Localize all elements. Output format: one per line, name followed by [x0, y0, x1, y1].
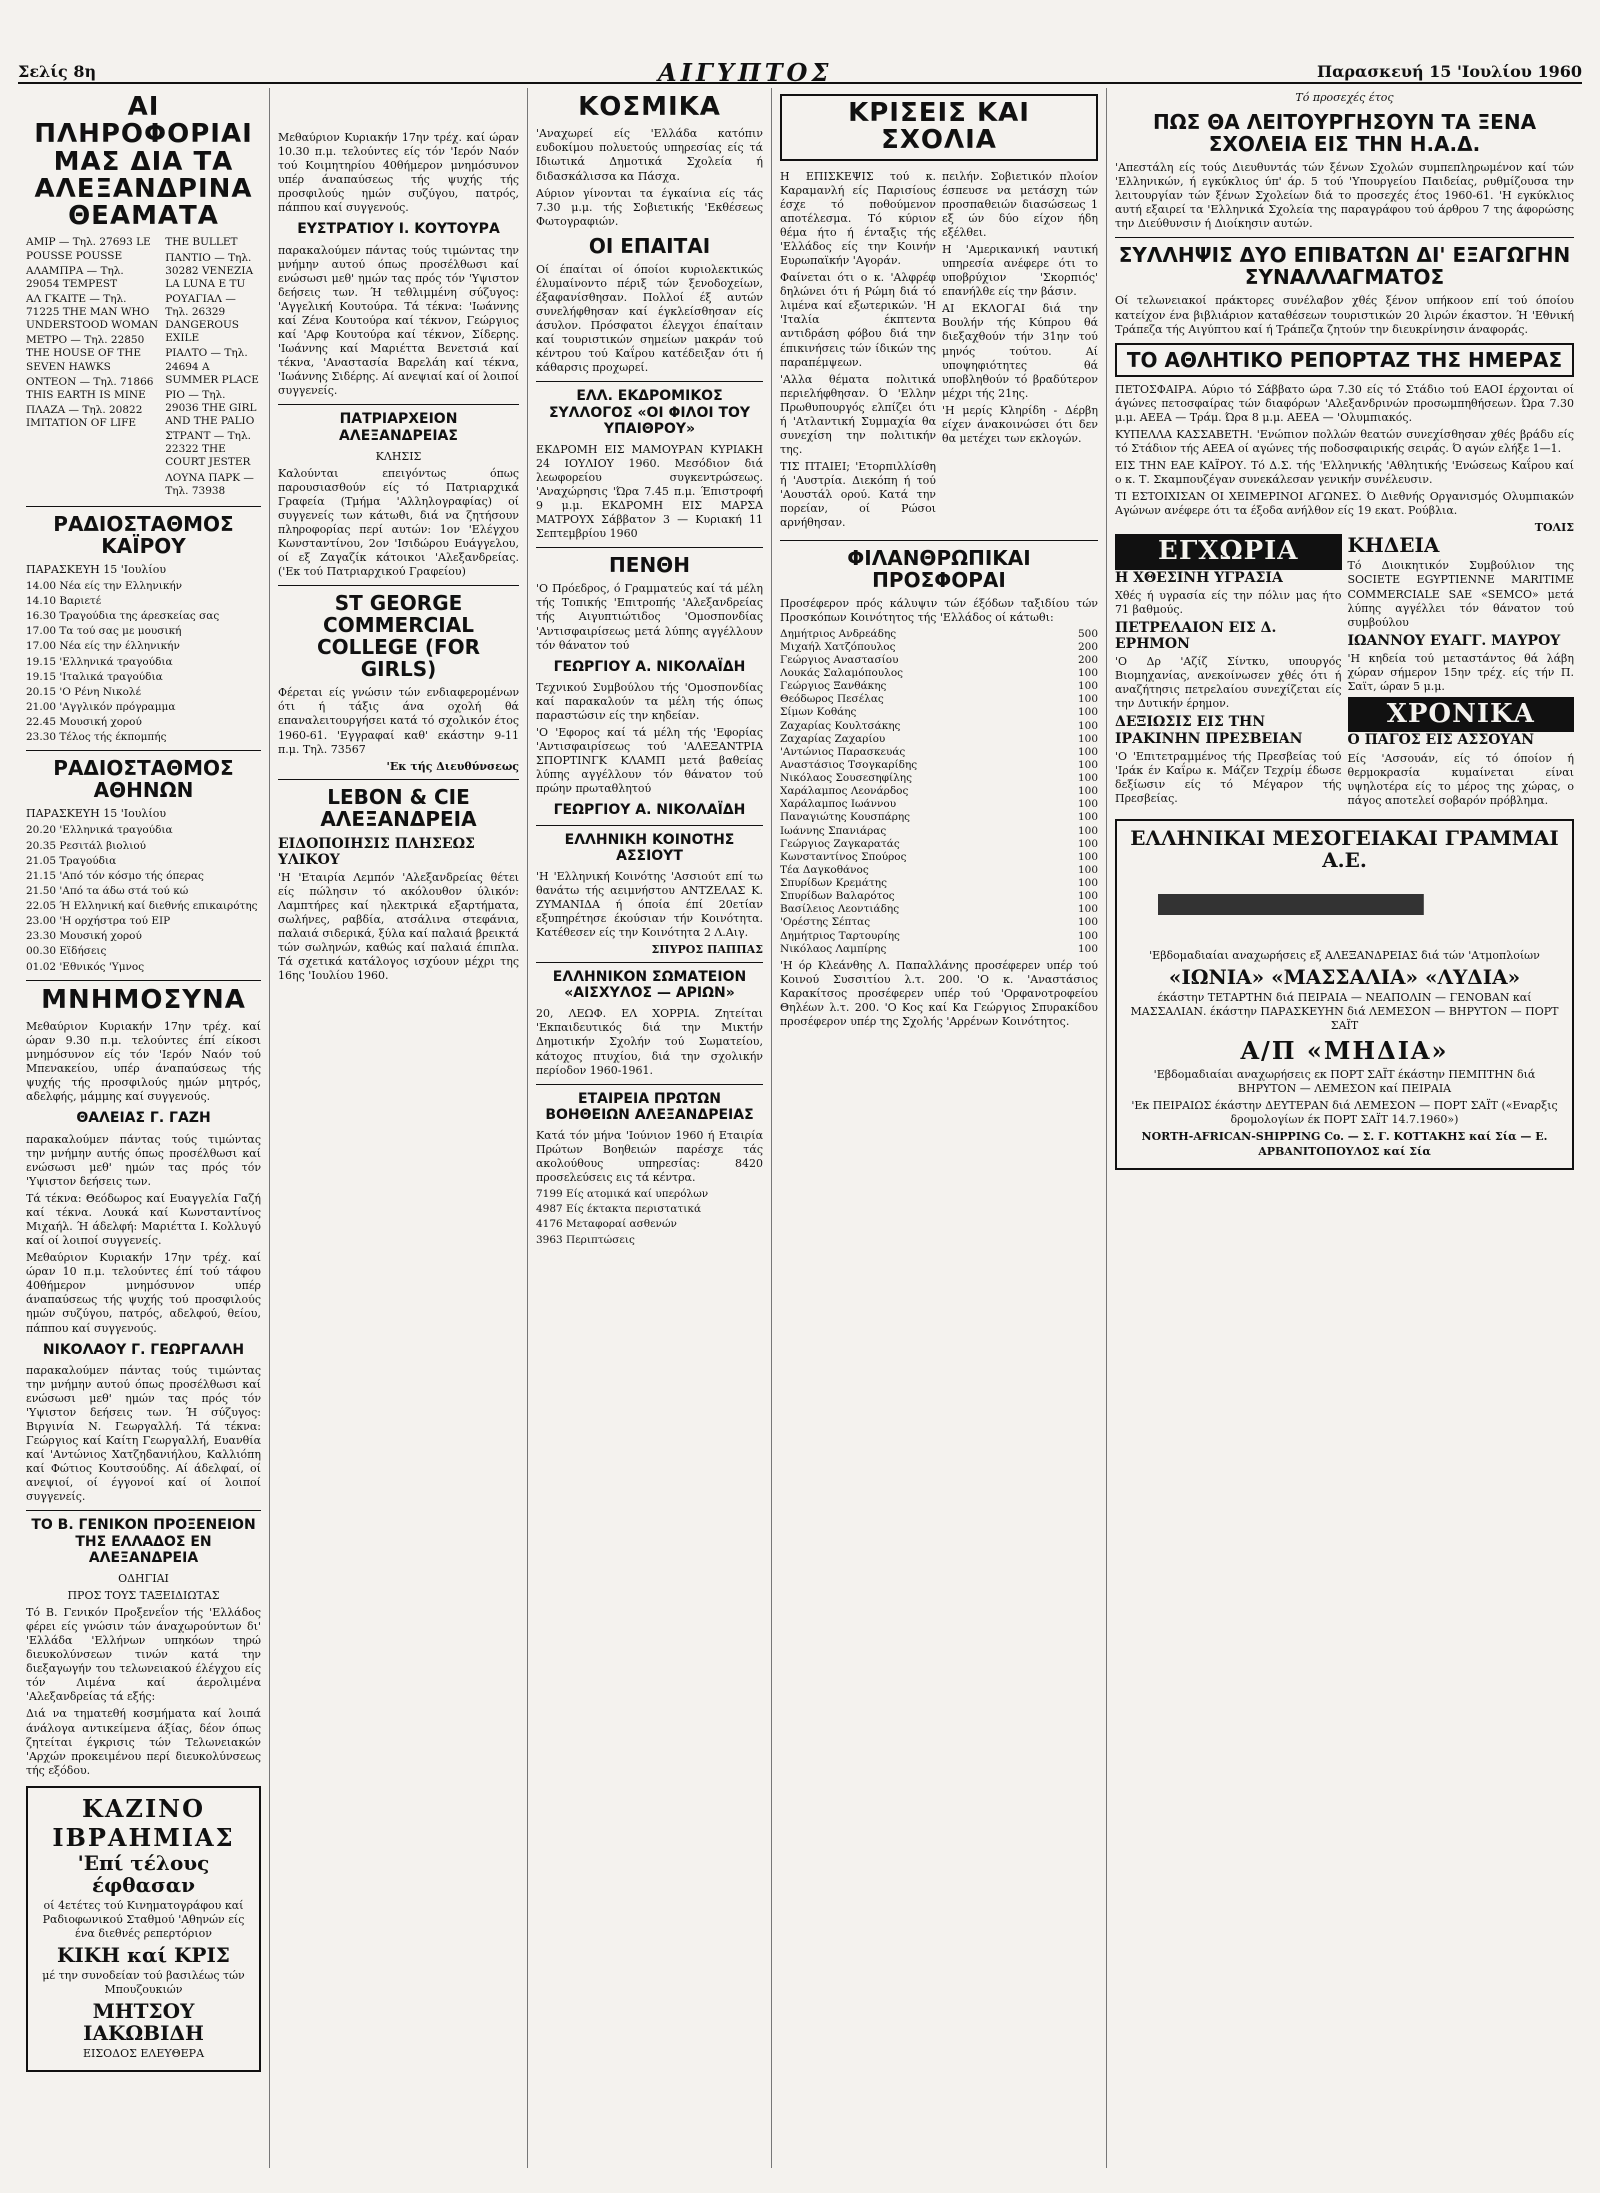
list-item: ΡΙΟ — Τηλ. 29036 THE GIRL AND THE PALIO — [165, 388, 257, 428]
list-item — [780, 693, 1098, 706]
xoria-title: ΕΓΧΩΡΙΑ — [1115, 534, 1342, 569]
midia-text-2: 'Εκ ΠΕΙΡΑΙΩΣ έκάστην ΔΕΥΤΕΡΑΝ διά ΛΕΜΕΣΟΝ — ΠΟΡΤ ΣΑΪΤ («Εναρξις δρομολογίων έκ ΠΟΡΤ ΣΑΪΤ 14.7.1960») — [1131, 1099, 1558, 1127]
list-item — [780, 785, 1098, 798]
casino-subtitle: 'Επί τέλους έφθασαν — [77, 1850, 210, 1897]
donor-amount: 100 — [1077, 929, 1098, 942]
list-item: ΣΤΡΑΝΤ — Τηλ. 22322 THE COURT JESTER — [165, 430, 251, 469]
casino-text-2: μέ την συνοδείαν τού βασιλέως τών Μπουζουκιών — [42, 1969, 245, 1997]
donor-amount: 100 — [1077, 863, 1098, 876]
donor-amount: 100 — [1077, 758, 1098, 771]
epaitai-text: Οί έπαίται οί όποίοι κυριολεκτικώς έλυμαίνοντο πέριξ τών ξενοδοχείων, έξαφανίσθησαν. Πολλοί έξ αυτών συνελήφθησαν καί έγκλείσθησαν είς άσυλον. Πρόσφατοι έλεγχοι έπαίταιν καί τουριστικών σημείων μακράν τού κέντρου τού Καΐρου κατέδειξαν ότι ή κάθαρσις προχωρεί. — [536, 262, 763, 375]
donor-list — [780, 628, 1098, 956]
donor-name: Σίμων Κοθάης — [780, 706, 857, 719]
cinemas-right — [165, 236, 261, 499]
donor-name: Νικόλαος Σουσεσηφίλης — [780, 772, 912, 785]
shipping-ad — [1115, 819, 1574, 1170]
donor-amount: 100 — [1077, 811, 1098, 824]
page-number: Σελίς 8η — [18, 62, 97, 81]
donor-name: Μιχαήλ Χατζόπουλος — [780, 640, 896, 653]
college-signature: 'Εκ τής Διευθύνσεως — [386, 759, 519, 773]
consulate-subtitle: ΟΔΗΓΙΑΙ — [118, 1571, 169, 1585]
xronika-heading: Ο ΠΑΓΟΣ ΕΙΣ ΑΣΣΟΥΑΝ — [1347, 732, 1535, 749]
commentary-text: Η 'Αμερικανική ναυτική υπηρεσία ανέφερε ότι το υποβρύχιον 'Σκορπιός' επανήλθε είς την βάσιν. — [942, 242, 1098, 299]
list-item: 21.00 'Αγγλικόν πρόγραμμα — [26, 700, 176, 713]
commentary-text: 'Αλλα θέματα πολιτικά περιελήφθησαν. Ό 'Ελλην Πρωθυπουργός ελπίζει ότι ή 'Ατλαντική Συμμαχία θα συνεχίση την πολιτικήν της. — [780, 372, 936, 457]
commentary-text: ΑΙ ΕΚΛΟΓΑΙ διά την Βουλήν τής Κύπρου θά διεξαχθούν τήν 31ην τού μηνός τούτου. Αί υποψηφιότητες θά υποβληθούν τό βραδύτερον μέχρι τής 21ης. — [942, 302, 1098, 400]
list-item: 21.05 Τραγούδια — [26, 854, 117, 867]
mnimosyna-title: ΜΝΗΜΟΣΥΝΑ — [41, 984, 246, 1015]
list-item — [780, 733, 1098, 746]
list-item: ΟΝΤΕΟΝ — Τηλ. 71866 THIS EARTH IS MINE — [26, 375, 154, 401]
list-item: ΑΛΑΜΠΡΑ — Τηλ. 29054 TEMPEST — [26, 264, 124, 290]
next-year-label: Τό προσεχές έτος — [1295, 91, 1394, 104]
shipping-text: 'Εβδομαδιαίαι αναχωρήσεις εξ ΑΛΕΞΑΝΔΡΕΙΑΣ διά τών 'Ατμοπλοίων — [1149, 948, 1540, 962]
arrest-title: ΣΥΛΛΗΨΙΣ ΔΥΟ ΕΠΙΒΑΤΩΝ ΔΙ' ΕΞΑΓΩΓΗΝ ΣΥΝΑΛΛΑΓΜΑΤΟΣ — [1118, 243, 1571, 290]
sport-text: ΠΕΤΟΣΦΑΙΡΑ. Αύριο τό Σάββατο ώρα 7.30 είς τό Στάδιο τού ΕΑΟΙ έρχονται οί άγώνες πετοσφαίρας τών διαφόρων 'Αλεξανδρινών προσωμπηθήσεων. Ώρα 7.30 μ.μ. ΑΕΕΑ — Τράμ. Ώρα 8 μ.μ. ΑΕΕΑ — 'Ολυμπιακός. — [1115, 382, 1574, 424]
list-item — [780, 811, 1098, 824]
list-item: ΠΛΑΖΑ — Τηλ. 20822 IMITATION OF LIFE — [26, 403, 143, 430]
column-3 — [528, 88, 772, 2168]
xoria-heading: ΔΕΞΙΩΣΙΣ ΕΙΣ ΤΗΝ ΙΡΑΚΙΝΗΝ ΠΡΕΣΒΕΙΑΝ — [1115, 714, 1303, 747]
midia-title: Α/Π «ΜΗΔΙΑ» — [1240, 1036, 1449, 1066]
list-item — [780, 798, 1098, 811]
donor-name: Σπυρίδων Κρεμάτης — [780, 877, 887, 890]
donor-amount: 100 — [1077, 850, 1098, 863]
funeral-text: 'Η κηδεία τού μεταστάντος θά λάβη χώραν σήμερον 15ην τρέχ. είς τήν Π. Σαϊτ, ώραν 5 μ.μ. — [1347, 651, 1574, 694]
list-item: 21.15 'Από τόν κόσμο τής όπερας — [26, 869, 204, 882]
xoria-subtitle: Η ΧΘΕΣΙΝΗ ΥΓΡΑΣΙΑ — [1115, 569, 1283, 586]
news-row — [1115, 534, 1574, 810]
donor-name: Γεώργιος Ζαγκαρατάς — [780, 837, 900, 850]
assiout-title: ΕΛΛΗΝΙΚΗ ΚΟΙΝΟΤΗΣ ΑΣΣΙΟΥΤ — [564, 831, 735, 864]
sport-text: ΚΥΠΕΛΛΑ ΚΑΣΣΑΒΕΤΗ. 'Ενώπιον πολλών θεατών συνεχίσθησαν χθές βράδυ είς τό Στάδιον τής ΑΕΕΑ οί αγώνες τής ποδοσφαιρικής σειράς. Ό αγών ελήξε 1—1. — [1115, 427, 1574, 456]
aischylos-title: ΕΛΛΗΝΙΚΟΝ ΣΩΜΑΤΕΙΟΝ «ΑΙΣΧΥΛΟΣ — ΑΡΙΩΝ» — [552, 969, 747, 1002]
obituary-text: 'Ο 'Εφορος καί τά μέλη τής 'Εφορίας 'Αντισφαιρίσεως τού 'ΑΛΕΞΑΝΤΡΙΑ ΣΠΟΡΤΙΝΓΚ ΚΛΑΜΠ μετά βαθείας λύπης αγγέλλουν τόν θάνατον τού πρώην πρωταθλητού — [536, 726, 763, 796]
list-item: ΛΟΥΝΑ ΠΑΡΚ — Τηλ. 73938 — [165, 471, 254, 497]
list-item — [780, 641, 1098, 654]
list-item: 22.05 Ή Ελληνική καί διεθνής επικαιρότης — [26, 900, 258, 913]
patriarchate-subtitle: ΚΛΗΣΙΣ — [375, 449, 422, 463]
list-item — [780, 916, 1098, 929]
patriarchate-title: ΠΑΤΡΙΑΡΧΕΙΟΝ ΑΛΕΞΑΝΔΡΕΙΑΣ — [339, 411, 458, 444]
memorial-text: παρακαλούμεν πάντας τούς τιμώντας την μνήμην αυτού όπως προσέλθωσι καί ενώσωσι μεθ' ημών τας πρός τόν 'Υψιστον δεήσεις των. Ή τεθλιμμένη σύζυγος: 'Αγγελική Κουτούρα. Τά τέκνα: 'Ιωάννης καί Ζένα Κουτούρα καί τέκνον, Γεώργιος καί 'Αρφ Κουτούρα καί τέκνον, Σίδερης. 'Ιωάννης καί Μαριέττα Βενετσιά καί τέκνα, 'Αναστασία Βαρελάη καί τέκνα, 'Ιωάννης Σιδέρης. Αί ανεψιαί καί οί λοιποί συγγενείς. — [278, 243, 519, 398]
column-2 — [270, 88, 528, 2168]
list-item: 19.15 'Ελληνικά τραγούδια — [26, 655, 173, 668]
donor-amount: 100 — [1077, 916, 1098, 929]
list-item — [780, 864, 1098, 877]
donor-amount: 100 — [1077, 942, 1098, 955]
donor-amount: 100 — [1077, 680, 1098, 693]
list-item: 20.15 'Ο Ρένη Νικολέ — [26, 685, 142, 698]
commentary-text: 'Η μερίς Κληρίδη - Δέρβη είχεν άνακοινώσει ότι δεν θα μετέχει των εκλογών. — [942, 403, 1098, 445]
donor-name: Χαράλαμπος Λεονάρδος — [780, 785, 909, 798]
consulate-subtitle-2: ΠΡΟΣ ΤΟΥΣ ΤΑΞΕΙΔΙΩΤΑΣ — [67, 1588, 220, 1602]
theatres-title: ΑΙ ΠΛΗΡΟΦΟΡΙΑΙ ΜΑΣ ΔΙΑ ΤΑ ΑΛΕΞΑΝΔΡΙΝΑ ΘΕΑΜΑΤΑ — [34, 92, 253, 232]
commentary-title: ΚΡΙΣΕΙΣ ΚΑΙ ΣΧΟΛΙΑ — [780, 94, 1098, 161]
casino-text: οί 4ετέτες τού Κινηματογράφου καί Ραδιοφωνικού Σταθμού 'Αθηνών είς ένα διεθνές ρεπερτόριον — [42, 1898, 245, 1940]
donor-name: Νικόλαος Λαμπίρης — [780, 942, 887, 955]
memorial-name: ΝΙΚΟΛΑΟΥ Γ. ΓΕΩΡΓΑΛΛΗ — [42, 1341, 245, 1358]
donor-name: Θεόδωρος Πεσέλας — [780, 693, 884, 706]
list-item — [780, 838, 1098, 851]
list-item: 23.00 'Η ορχήστρα τού ΕΙΡ — [26, 915, 171, 928]
donor-amount: 100 — [1077, 903, 1098, 916]
list-item: 16.30 Τραγούδια της άρεσκείας σας — [26, 610, 220, 623]
list-item — [780, 667, 1098, 680]
midia-text: 'Εβδομαδιαίαι αναχωρήσεις εκ ΠΟΡΤ ΣΑΪΤ έκάστην ΠΕΜΠΤΗΝ διά ΒΗΡΥΤΟΝ — ΛΕΜΕΣΟΝ καί ΠΕΙΡΑΙΑ — [1153, 1068, 1536, 1096]
list-item — [780, 680, 1098, 693]
radio-athens-list — [26, 824, 261, 973]
donor-amount: 100 — [1077, 693, 1098, 706]
memorial-name: ΘΑΛΕΙΑΣ Γ. ΓΑΖΗ — [76, 1110, 211, 1127]
obituary-name: ΓΕΩΡΓΙΟΥ Α. ΝΙΚΟΛΑΪΔΗ — [553, 802, 746, 819]
assiout-text: 'Η 'Ελληνική Κοινότης 'Ασσιούτ επί τω θανάτω τής αειμνήστου ΑΝΤΖΕΛΑΣ Κ. ΖΥΜΑΝΙΔΑ ή όποία έπί 20ετίαν εξυπηρέτησε έκούσιαν τήν Κοινότητα. Κατέθεσεν είς την Κοινότητα 2 Λ.Αιγ. — [536, 869, 763, 939]
patriarchate-text: Καλούνται επειγόντως όπως παρουσιασθούν είς τό Πατριαρχικά Γραφεία (Τμήμα 'Αλληλογραφίας) οί συγγενείς των κάτωθι, διά να ζητήσουν πληροφορίας περί αυτών: 1ον 'Ελέγχου Κωνσταντίνου, 2ον 'Ισιδώρου Ευάγγελου, οί εξ Ζαγαζίκ κάτοικοι 'Αλεξανδρείας. ('Εκ τού Πατριαρχικού Γραφείου) — [278, 466, 519, 579]
list-item — [780, 851, 1098, 864]
list-item: ΜΕΤΡΟ — Τηλ. 22850 THE HOUSE OF THE SEVEN HAWKS — [26, 334, 145, 373]
list-item: 7199 Είς ατομικά καί υπερόλων — [536, 1188, 709, 1201]
memorial-text: Μεθαύριον Κυριακήν 17ην τρέχ. καί ώραν 10.30 π.μ. τελούντες είς τόν 'Ιερόν Ναόν τού Κοιμητηρίου 40θήμερον μνημόσυνον υπέρ άναπαύσεως τής ψυχής τής προσφιλούς ημών συζύγου, πατρός, πάππου καί συγγενούς. — [278, 131, 519, 215]
memorial-text: παρακαλούμεν πάντας τούς τιμώντας την μνήμην αυτής όπως προσέλθωσι καί ενώσωσι μεθ' ημών τας πρός τόν 'Υψιστον δεήσεις των. — [26, 1132, 261, 1188]
donor-name: Δημήτριος Ταρτουρίης — [780, 929, 900, 942]
list-item: THE BULLET — [165, 236, 238, 249]
philanthropy-intro: Προσέφερον πρός κάλυψιν τών έξόδων ταξιδίου τών Προσκόπων Κοινότητος τής 'Ελλάδος οί κάτωθι: — [780, 596, 1098, 624]
memorial-text: Τά τέκνα: Θεόδωρος καί Ευαγγελία Γαζή καί τέκνα. Λουκά καί Κωνσταντίνος Μιχαήλ. Ή άδελφή: Μαριέττα Ι. Κολλυγύ καί οί λοιποί συγγενείς. — [26, 1191, 261, 1248]
list-item: 23.30 Μουσική χορού — [26, 930, 142, 943]
philanthropy-title: ΦΙΛΑΝΘΡΩΠΙΚΑΙ ΠΡΟΣΦΟΡΑΙ — [847, 545, 1031, 592]
sport-signature: ΤΟΛΙΣ — [1534, 521, 1574, 535]
commentary-text: Η ΕΠΙΣΚΕΨΙΣ τού κ. Καραμανλή είς Παρισίους έσχε τό ποθούμενον αποτέλεσμα. Τό κύριον θέμα ήτο ή ένταξις τής 'Ελλάδος είς την Κοινήν Ευρωπαϊκήν 'Αγοράν. — [780, 169, 936, 268]
commentary-text: ΤΙΣ ΠΤΑΙΕΙ; 'Ετορπιλλίσθη ή 'Αυστρία. Διεκόπη ή τού 'Αουστάλ ορού. Κατά την πορείαν, οί Ρώσοι αρνήθησαν. — [780, 460, 936, 530]
donor-amount: 100 — [1077, 706, 1098, 719]
memorial-name: ΕΥΣΤΡΑΤΙΟΥ Ι. ΚΟΥΤΟΥΡΑ — [297, 221, 500, 238]
philanthropy-text: 'Η όρ Κλεάνθης Λ. Παπαλλάνης προσέφερεν υπέρ τού Κοινού Συσσιτίου λ.τ. 200. 'Ο κ. 'Αναστάσιος Καρακίτσος προσέφερεν υπέρ τού 'Ορφανοτροφείου Θηλέων λ.τ. 200. 'Ο Κος καί Κα Γεώργιος Σπυρακίδου προσέφερον υπέρ της Σχολής 'Αρρένων Κοινότητος. — [780, 958, 1098, 1029]
cinema-listing — [26, 236, 261, 499]
donor-amount: 100 — [1077, 877, 1098, 890]
casino-title: ΚΑΖΙΝΟ ΙΒΡΑΗΜΙΑΣ — [52, 1793, 235, 1852]
funeral-text: Τό Διοικητικόν Συμβούλιον της SOCIETE EGYPTIENNE MARITIME COMMERCIALE SAE «SEMCO» μετά λύπης αγγέλλει τόν θάνατον τού συμβούλου — [1347, 559, 1574, 629]
donor-amount: 100 — [1077, 824, 1098, 837]
list-item — [780, 746, 1098, 759]
list-item — [780, 654, 1098, 667]
first-aid-text: Κατά τόν μήνα 'Ιούνιον 1960 ή Εταιρία Πρώτων Βοηθειών παρέσχε τάς ακολούθους υπηρεσίας: 8420 προσελεύσεις εις τά κέντρα. — [536, 1128, 763, 1185]
donor-name: Σπυρίδων Βαλαρότος — [780, 890, 895, 903]
list-item — [780, 706, 1098, 719]
kosmika-title: ΚΟΣΜΙΚΑ — [578, 92, 721, 122]
xoria-heading: ΠΕΤΡΕΛΑΙΟΝ ΕΙΣ Δ. ΕΡΗΜΟΝ — [1115, 619, 1277, 653]
excursion-text: ΕΚΔΡΟΜΗ ΕΙΣ ΜΑΜΟΥΡΑΝ ΚΥΡΙΑΚΗ 24 ΙΟΥΛΙΟΥ 1960. Μεσόδιον διά λεωφορείου συγκεντρώσεως. 'Αναχώρησις 'Ώρα 7.45 π.μ. Έπιστροφή 9 μ.μ. ΕΚΔΡΟΜΗ ΕΙΣ ΜΑΡΣΑ ΜΑΤΡΟΥΧ Σάββατον 3 — Κυριακή 11 Σεπτεμβρίου 1960 — [536, 442, 763, 541]
college-title: ST GEORGE COMMERCIAL COLLEGE (FOR GIRLS) — [316, 591, 481, 682]
list-item: 14.10 Βαριετέ — [26, 595, 102, 608]
xoria-text: 'Ο Δρ 'Αζίζ Σίντκυ, υπουργός Βιομηχανίας, ανεκοίνωσεν χθές ότι ή αναζήτησις πετρελαίου συνεχίζεται είς την Δυτικήν έρημον. — [1115, 655, 1342, 711]
casino-performers: ΚΙΚΗ καί ΚΡΙΣ — [57, 1943, 230, 1968]
list-item: 23.30 Τέλος τής έκπομπής — [26, 731, 167, 744]
donor-amount: 100 — [1077, 890, 1098, 903]
list-item: ΑΛ ΓΚΑΙΤΕ — Τηλ. 71225 THE MAN WHO UNDERSTOOD WOMAN — [26, 292, 159, 332]
donor-amount: 500 — [1077, 627, 1098, 640]
first-aid-title: ΕΤΑΙΡΕΙΑ ΠΡΩΤΩΝ ΒΟΗΘΕΙΩΝ ΑΛΕΞΑΝΔΡΕΙΑΣ — [545, 1090, 754, 1123]
donor-amount: 100 — [1077, 732, 1098, 745]
column-5 — [1106, 88, 1582, 2168]
obituary-name: ΓΕΩΡΓΙΟΥ Α. ΝΙΚΟΛΑΪΔΗ — [553, 658, 746, 675]
xoria-text: Χθές ή υγρασία είς την πόλιν μας ήτο 71 βαθμούς. — [1115, 588, 1342, 616]
shipping-title: ΕΛΛΗΝΙΚΑΙ ΜΕΣΟΓΕΙΑΚΑΙ ΓΡΑΜΜΑΙ Α.Ε. — [1130, 825, 1559, 872]
donor-name: Ιωάννης Σπανιάρας — [780, 824, 887, 837]
list-item: 22.45 Μουσική χορού — [26, 716, 142, 729]
list-item: ΡΟΥΑΓΙΑΛ — Τηλ. 26329 DANGEROUS EXILE — [165, 292, 240, 345]
donor-name: Δημήτριος Ανδρεάδης — [780, 627, 897, 640]
donor-name: Χαράλαμπος Ιωάννου — [780, 798, 897, 811]
radio-cairo-day: ΠΑΡΑΣΚΕΥΗ 15 'Ιουλίου — [26, 562, 167, 576]
list-item: 14.00 Νέα είς την Ελληνικήν — [26, 579, 183, 592]
list-item — [780, 877, 1098, 890]
radio-athens-title: ΡΑΔΙΟΣΤΑΘΜΟΣ ΑΘΗΝΩΝ — [53, 756, 234, 803]
casino-entry: ΕΙΣΟΔΟΣ ΕΛΕΥΘΕΡΑ — [82, 2047, 205, 2061]
donor-name: Γεώργιος Αναστασίου — [780, 653, 899, 666]
donor-name: Γεώργιος Ξανθάκης — [780, 680, 887, 693]
list-item — [780, 720, 1098, 733]
schools-text: 'Απεστάλη είς τούς Διευθυντάς τών ξένων Σχολών συμπεπληρωμένον καί τών 'Ελληνικών, ή εγκύκλιος ύπ' άρ. 5 τού 'Υπουργείου Παιδείας, ρυθμίζουσα την λειτουργίαν τών ξένων Σχολείων διά το προσεχές έτος 1960-61. 'Η εγκύκλιος αυτή εξαιρεί τα 'Ελληνικά Σχολεία της παραγράφου τού άρθρου 7 της άφορώσης την Διεύθυνσιν ή Διοίκησιν αυτών. — [1115, 161, 1574, 231]
donor-name: Κωνσταντίνος Σπούρος — [780, 850, 907, 863]
penthi-title: ΠΕΝΘΗ — [609, 553, 690, 578]
radio-cairo-list — [26, 580, 261, 744]
list-item: 20.35 Ρεσιτάλ βιολιού — [26, 839, 147, 852]
consulate-title: ΤΟ Β. ΓΕΝΙΚΟΝ ΠΡΟΞΕΝΕΙΟΝ ΤΗΣ ΕΛΛΑΔΟΣ ΕΝ ΑΛΕΞΑΝΔΡΕΙΑ — [31, 1517, 256, 1566]
donor-amount: 100 — [1077, 798, 1098, 811]
xronika-text: Είς 'Ασσουάν, είς τό όποίον ή θερμοκρασία κυμαίνεται είναι υψηλοτέρα είς το μέρος της χώρας, ο πάγος αποτελεί σοβαρόν πρόβλημα. — [1347, 751, 1574, 807]
donor-amount: 200 — [1077, 640, 1098, 653]
casino-star: ΜΗΤΣΟΥ ΙΑΚΩΒΙΔΗ — [83, 1999, 204, 2046]
sport-title: ΤΟ ΑΘΛΗΤΙΚΟ ΡΕΠΟΡΤΑΖ ΤΗΣ ΗΜΕΡΑΣ — [1115, 343, 1574, 377]
issue-date: Παρασκευή 15 'Ιουλίου 1960 — [1316, 62, 1582, 81]
sport-text: ΕΙΣ ΤΗΝ ΕΑΕ ΚΑΪΡΟΥ. Τό Δ.Σ. τής 'Ελληνικής 'Αθλητικής 'Ενώσεως Καΐρου καί ο κ. Τ. Σκαμπουζέγαν συνεκάλεσαν γενικήν συνέλευσιν. — [1115, 459, 1574, 487]
list-item: 3963 Περιπτώσεις — [536, 1233, 635, 1246]
donor-amount: 100 — [1077, 837, 1098, 850]
list-item: 20.20 'Ελληνικά τραγούδια — [26, 824, 173, 837]
ship-illustration — [1123, 875, 1566, 945]
shipping-agents: NORTH-AFRICAN-SHIPPING Co. — Σ. Γ. ΚΟΤΤΑΚΗΣ καί Σία — Ε. ΑΡΒΑΝΙΤΟΠΟΥΛΟΣ καί Σία — [1141, 1130, 1548, 1158]
schools-title: ΠΩΣ ΘΑ ΛΕΙΤΟΥΡΓΗΣΟΥΝ ΤΑ ΞΕΝΑ ΣΧΟΛΕΙΑ ΕΙΣ ΤΗΝ Η.Α.Δ. — [1152, 110, 1537, 157]
list-item: 4176 Μεταφοραί ασθενών — [536, 1218, 677, 1231]
list-item: 17.00 Νέα είς την έλληνικήν — [26, 640, 180, 653]
list-item: 17.00 Τα τού σας με μουσική — [26, 625, 182, 638]
funeral-name: ΙΩΑΝΝΟΥ ΕΥΑΓΓ. ΜΑΥΡΟΥ — [1347, 632, 1561, 649]
funeral-title: ΚΗΔΕΙΑ — [1347, 533, 1440, 558]
commentary-text: πειλήν. Σοβιετικόν πλοίον έσπευσε να μετάσχη τών προσπαθειών διασώσεως 1 εξ ών δύο είχον ήδη εξέλθει. — [942, 169, 1098, 239]
arrest-text: Οί τελωνειακοί πράκτορες συνέλαβον χθές ξένον υπήκοον επί τού όποίου κατείχον ένα βιβλιάριον καταθέσεων τουριστικών 20 λιρών έκαστον. Ή 'Εθνική Τράπεζα τής Αιγύπτου καί ή Τράπεζα ζητούν την διευκρίνησιν άναφοράς. — [1115, 294, 1574, 336]
shipping-routes: έκάστην ΤΕΤΑΡΤΗΝ διά ΠΕΙΡΑΙΑ — ΝΕΑΠΟΛΙΝ — ΓΕΝΟΒΑΝ καί ΜΑΣΣΑΛΙΑΝ. έκάστην ΠΑΡΑΣΚΕΥΗΝ διά ΛΕΜΕΣΟΝ — ΒΗΡΥΤΟΝ — ΠΟΡΤ ΣΑΪΤ — [1130, 990, 1559, 1033]
xoria-text: 'Ο 'Επιτετραμμένος τής Πρεσβείας τού 'Ιράκ έν Καΐρω κ. Μάζεν Τεχρίμ έδωσε δεξίωσιν είς τό Μέγαρον τής Πρεσβείας. — [1115, 749, 1342, 805]
memorial-text: Μεθαύριον Κυριακήν 17ην τρέχ. καί ώραν 9.30 π.μ. τελούντες έπί είκοσι μνημόσυνον είς τόν 'Ιερόν Ναόν τού Μπενακείου, υπέρ άναπαύσεως τής ψυχής τής προσφιλούς ημών μητρός, αδελφής, μάμμης καί συγγενούς. — [26, 1019, 261, 1104]
column-1 — [18, 88, 270, 2168]
list-item: 19.15 'Ιταλικά τραγούδια — [26, 670, 163, 683]
donor-name: Παναγιώτης Κουσπάρης — [780, 811, 911, 824]
obituary-text: 'Ο Πρόεδρος, ό Γραμματεύς καί τά μέλη τής Τοπικής 'Επιτροπής 'Αλεξανδρείας τής Αιγυπτιώτιδος 'Ομοσπονδίας 'Αντισφαιρίσεως μετά λύπης αγγέλλουν τόν θάνατον τού — [536, 582, 763, 652]
list-item: ΡΙΑΛΤΟ — Τηλ. 24694 A SUMMER PLACE — [165, 347, 259, 386]
memorial-text: Μεθαύριον Κυριακήν 17ην τρέχ. καί ώραν 10 π.μ. τελούντες έπί τού τάφου 40θήμερον μνημόσυνον υπέρ άναπαύσεως τής ψυχής τού προσφιλούς ημών συζύγου, πατρός, αδελφού, θείου, πάππου καί συγγενούς. — [26, 1251, 261, 1335]
list-item: 00.30 Εϊδήσεις — [26, 945, 107, 958]
list-item — [780, 759, 1098, 772]
list-item: 21.50 'Από τα άδω στά τού κώ — [26, 884, 189, 897]
donor-name: Λουκάς Σαλαμόπουλος — [780, 667, 904, 680]
excursion-title: ΕΛΛ. ΕΚΔΡΟΜΙΚΟΣ ΣΥΛΛΟΓΟΣ «ΟΙ ΦΙΛΟΙ ΤΟΥ ΥΠΑΙΘΡΟΥ» — [548, 388, 751, 437]
donor-name: 'Αντώνιος Παρασκευάς — [780, 745, 906, 758]
list-item — [780, 628, 1098, 641]
memorial-text: παρακαλούμεν πάντας τούς τιμώντας την μνήμην αυτού όπως προσέλθωσι καί ενώσωσι μεθ' ημών τας πρός τόν 'Υψιστον δεήσεις των. Ή σύζυγος: Βιργινία Ν. Γεωργαλλή. Τά τέκνα: Γεώργιος καί Καίτη Γεωργαλλή, Ευανθία καί 'Αντώνιος Χατζηδανιήλου, Καλλιόπη καί Φώτιος Κουτσούδης. Αί άδελφαί, οί ανεψιοί, οί έγγονοί καί οί λοιποί συγγενείς. — [26, 1363, 261, 1504]
donor-amount: 100 — [1077, 667, 1098, 680]
obituary-text: Τεχνικού Συμβούλου τής 'Ομοσπονδίας καί παρακαλούν τα μέλη τής όπως παραστώσιν είς την κηδείαν. — [536, 680, 763, 722]
donor-name: 'Ορέστης Σέπτας — [780, 916, 871, 929]
donor-name: Βασίλειος Λεοντιάδης — [780, 903, 900, 916]
page-header — [18, 14, 1582, 87]
sport-text: ΤΙ ΕΣΤΟΙΧΙΣΑΝ ΟΙ ΧΕΙΜΕΡΙΝΟΙ ΑΓΩΝΕΣ. Ό Διεθνής Οργανισμός Ολυμπιακών Αγώνων ανέφερε ότι τα έξοδα ανήλθον είς 19 εκατ. Ρούβλια. — [1115, 490, 1574, 518]
list-item: ΑΜΙΡ — Τηλ. 27693 LE POUSSE POUSSE — [26, 236, 151, 262]
kosmika-text: Αύριον γίνονται τα έγκαίνια είς τάς 7.30 μ.μ. τής Σοβιετικής 'Εκθέσεως Φωτογραφιών. — [536, 186, 763, 228]
list-item — [780, 772, 1098, 785]
consulate-text: Διά να τηματεθή κοσμήματα καί λοιπά άνάλογα αντικείμενα άξίας, δέον όπως ζητείται έγκρισις τών Τελωνειακών 'Αρχών προκειμένου περί διευκολύνσεως τής εξόδου. — [26, 1707, 261, 1777]
casino-ad — [26, 1786, 261, 2072]
donor-name: Ζαχαρίας Κουλτσάκης — [780, 719, 901, 732]
aischylos-text: 20, ΛΕΩΦ. ΕΛ ΧΟΡΡΙΑ. Ζητείται 'Εκπαιδευτικός διά την Μικτήν Δημοτικήν Σχολήν τού Σωματείου, κάτοχος πτυχίου, διά την σχολικήν περίοδον 1960-1961. — [536, 1007, 763, 1077]
donor-amount: 200 — [1077, 653, 1098, 666]
radio-athens-day: ΠΑΡΑΣΚΕΥΗ 15 'Ιουλίου — [26, 807, 167, 821]
donor-amount: 100 — [1077, 719, 1098, 732]
epaitai-title: ΟΙ ΕΠΑΙΤΑΙ — [588, 233, 711, 258]
commentary-text: Φαίνεται ότι ο κ. 'Αλφρέφ δηλώνει ότι ή Ρώμη διά τό λιμένα καί εξωτερικών. 'Η 'Ιταλία έκπτεντα αντιδράση φόβου διά την έπικινήσεις τών ίδικών της παραπέμψεων. — [780, 271, 936, 369]
masthead: ΑΙΓΥΠΤΟΣ — [658, 58, 833, 87]
column-4 — [772, 88, 1106, 2168]
assiout-signature: ΣΠΥΡΟΣ ΠΑΠΠΑΣ — [651, 943, 763, 957]
cinemas-left — [26, 236, 159, 499]
list-item: ΠΑΝΤΙΟ — Τηλ. 30282 VENEZIA LA LUNA E TU — [165, 251, 254, 290]
list-item — [780, 930, 1098, 943]
donor-amount: 100 — [1077, 745, 1098, 758]
xronika-title: ΧΡΟΝΙΚΑ — [1348, 697, 1575, 732]
donor-amount: 100 — [1077, 772, 1098, 785]
lebon-subtitle: ΕΙΔΟΠΟΙΗΣΙΣ ΠΛΗΣΕΩΣ ΥΛΙΚΟΥ — [278, 835, 475, 868]
kosmika-text: 'Αναχωρεί είς 'Ελλάδα κατόπιν ευδοκίμου πολυετούς υπηρεσίας είς τά Ιδιωτικά Δημοτικά Σχολεία ή διδασκάλισσα κα Πάσχα. — [536, 127, 763, 183]
list-item — [780, 943, 1098, 956]
list-item — [780, 825, 1098, 838]
radio-cairo-title: ΡΑΔΙΟΣΤΑΘΜΟΣ ΚΑΪΡΟΥ — [53, 511, 234, 558]
list-item: 01.02 'Εθνικός 'Υμνος — [26, 960, 145, 973]
list-item: 4987 Είς έκτακτα περιστατικά — [536, 1203, 702, 1216]
lebon-text: 'Η 'Εταιρία Λεμπόν 'Αλεξανδρείας θέτει είς πώλησιν τό ακόλουθον ύλικόν: Λαμπτήρες καί ηλεκτρικά εξαρτήματα, σωλήνες, ραβδία, ατσάλινα στεφάνια, παλαιά σιδερικά, ξύλα καί παλαιά βρεικτά τών σωληνών, καθώς καί παλαιά έπιπλα. Τά σχετικά κατάλογος ισχύουν μέχρι της 16ης 'Ιουλίου 1960. — [278, 870, 519, 983]
commentary-body — [780, 167, 1098, 534]
lebon-title: LEBON & CIE ΑΛΕΞΑΝΔΡΕΙΑ — [320, 784, 477, 831]
donor-name: Τέα Δαγκοθάνος — [780, 863, 869, 876]
donor-amount: 100 — [1077, 785, 1098, 798]
list-item — [780, 903, 1098, 916]
donor-name: Ζαχαρίας Ζαχαρίου — [780, 732, 886, 745]
college-text: Φέρεται είς γνώσιν τών ενδιαφερομένων ότι ή τάξις άνα οχολή θά επαναλειτουργήσει κατά τό σχολικόν έτος 1960-61. 'Εγγραφαί καθ' εκάστην 9-11 π.μ. Τηλ. 73567 — [278, 686, 519, 756]
donor-name: Αναστάσιος Τσογκαρίδης — [780, 758, 918, 771]
first-aid-list — [536, 1188, 763, 1247]
shipping-ships: «ΙΩΝΙΑ» «ΜΑΣΣΑΛΙΑ» «ΛΥΔΙΑ» — [1168, 964, 1521, 989]
consulate-text: Τό Β. Γενικόν Προξενεΐον τής 'Ελλάδος φέρει είς γνώσιν τών άναχωρούντων δι' 'Ελλάδα 'Ελλήνων υπηκόων τηρώ διευκολύνσεων τινών κατά την διεξαγωγήν του τελωνειακού έλέγχου είς τόν Λιμένα καί άερολιμένα 'Αλεξανδρείας τά εξής: — [26, 1605, 261, 1704]
list-item — [780, 890, 1098, 903]
